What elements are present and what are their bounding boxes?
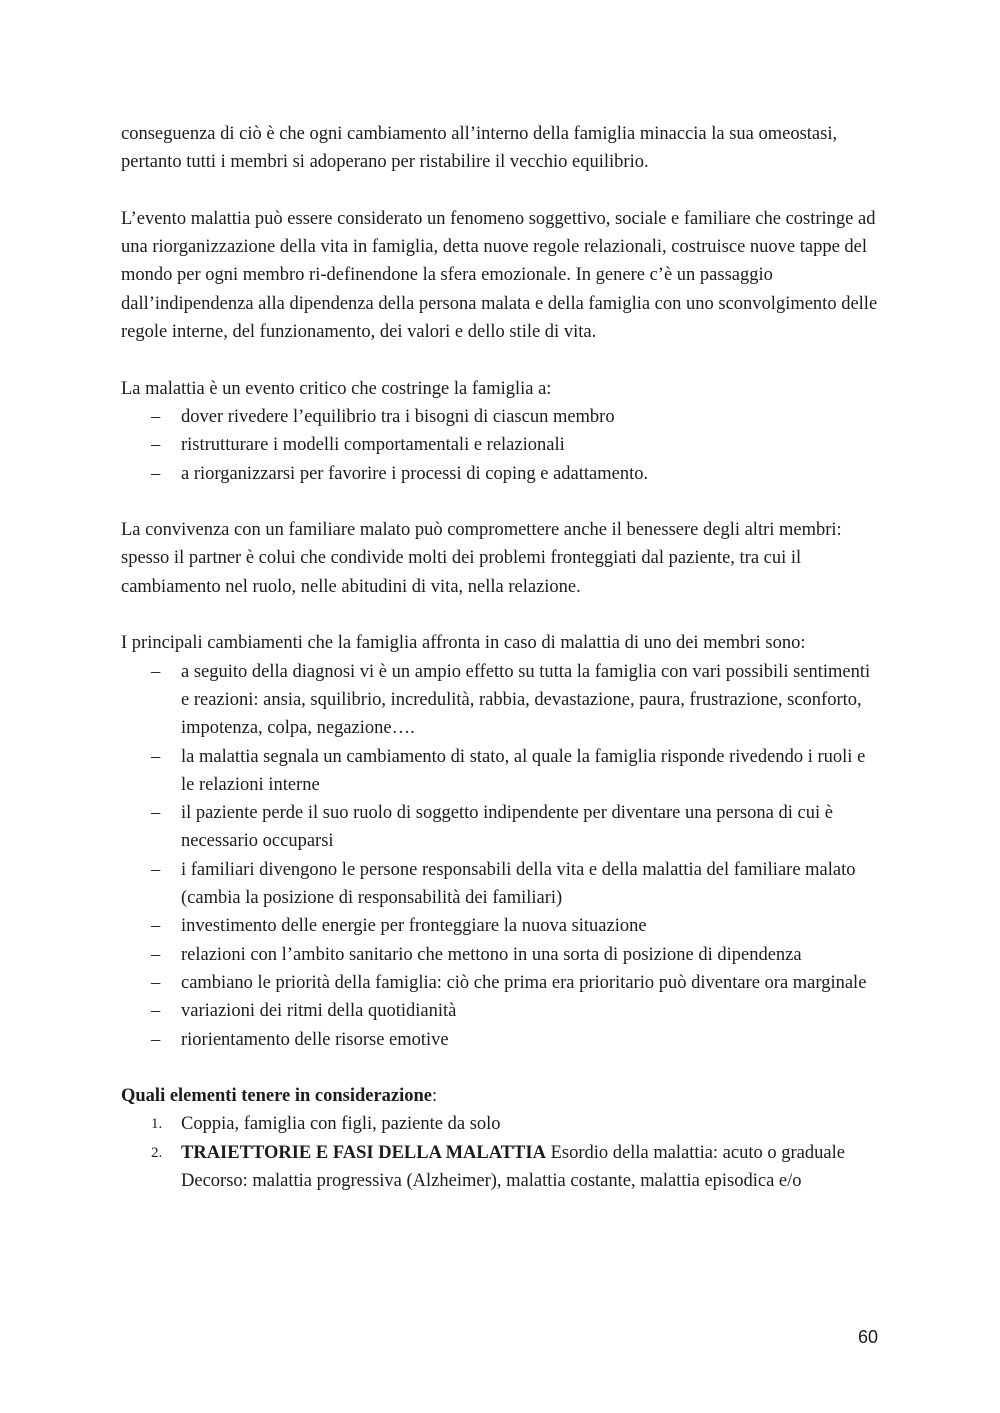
list-item xyxy=(121,941,881,969)
item-number: 2. xyxy=(151,1144,163,1161)
list-item xyxy=(121,799,881,856)
dash-bullet: – xyxy=(151,746,161,767)
list-item-text: ristrutturare i modelli comportamentali e relazionali xyxy=(181,435,565,456)
list-item xyxy=(121,1026,881,1054)
dash-bullet: – xyxy=(151,972,161,993)
elementi-list xyxy=(121,1110,881,1195)
dash-bullet: – xyxy=(151,435,161,456)
list-item xyxy=(121,997,881,1025)
elementi-heading: Quali elementi tenere in considerazione xyxy=(121,1086,433,1107)
dash-bullet: – xyxy=(151,661,161,682)
list-item-text: il paziente perde il suo ruolo di soggetto indipendente per diventare una persona di cui è necessario occuparsi xyxy=(181,803,833,852)
evento-paragraph: L’evento malattia può essere considerato un fenomeno soggettivo, sociale e familiare che costringe ad una riorganizzazione della vita in famiglia, detta nuove regole relazionali, costruisce nuove tappe del mondo per ogni membro ri-definendone la sfera emozionale. In genere c’è un passaggio dall’indipendenza alla dipendenza della persona malata e della famiglia con uno sconvolgimento delle regole interne, del funzionamento, dei valori e dello stile di vita. xyxy=(121,208,878,343)
list-item-text: cambiano le priorità della famiglia: ciò che prima era prioritario può diventare ora marginale xyxy=(181,972,867,993)
list-item-text: dover rivedere l’equilibrio tra i bisogni di ciascun membro xyxy=(181,406,615,427)
elementi-heading-line xyxy=(121,1082,881,1110)
page-number: 60 xyxy=(857,1327,878,1347)
dash-bullet: – xyxy=(151,1001,161,1022)
list-item-text: riorientamento delle risorse emotive xyxy=(181,1029,449,1050)
numbered-item-bold-title: TRAIETTORIE E FASI DELLA MALATTIA xyxy=(181,1142,546,1163)
list-item xyxy=(121,856,881,913)
numbered-item xyxy=(121,1110,881,1138)
dash-bullet: – xyxy=(151,463,161,484)
dash-bullet: – xyxy=(151,916,161,937)
heading-colon: : xyxy=(432,1086,438,1107)
dash-bullet: – xyxy=(151,1029,161,1050)
list-item xyxy=(121,403,881,431)
list-item xyxy=(121,431,881,459)
list-item-text: la malattia segnala un cambiamento di stato, al quale la famiglia risponde rivedendo i ruoli e le relazioni interne xyxy=(181,746,866,795)
list-item xyxy=(121,460,881,488)
dash-bullet: – xyxy=(151,944,161,965)
list-item xyxy=(121,743,881,800)
page-body xyxy=(121,120,881,1195)
dash-bullet: – xyxy=(151,859,161,880)
list-item-text: i familiari divengono le persone responsabili della vita e della malattia del familiare malato (cambia la posizione di responsabilità dei familiari) xyxy=(181,859,856,909)
critico-intro: La malattia è un evento critico che costringe la famiglia a: xyxy=(121,378,552,399)
numbered-item xyxy=(121,1139,881,1196)
list-item-text: relazioni con l’ambito sanitario che mettono in una sorta di posizione di dipendenza xyxy=(181,944,802,965)
dash-bullet: – xyxy=(151,406,161,427)
list-item-text: a seguito della diagnosi vi è un ampio effetto su tutta la famiglia con vari possibili sentimenti e reazioni: ansia, squilibrio, incredulità, rabbia, devastazione, paura, frustrazione, sconforto, impotenza, colpa, negazione…. xyxy=(181,661,871,739)
numbered-item-text: Esordio della malattia: acuto o graduale Decorso: malattia progressiva (Alzheimer), malattia costante, malattia episodica e/o xyxy=(181,1142,845,1191)
list-item-text: investimento delle energie per fronteggiare la nuova situazione xyxy=(181,916,647,937)
intro-paragraph: conseguenza di ciò è che ogni cambiamento all’interno della famiglia minaccia la sua omeostasi, pertanto tutti i membri si adoperano per ristabilire il vecchio equilibrio. xyxy=(121,124,838,173)
dash-bullet: – xyxy=(151,803,161,824)
list-item-text: variazioni dei ritmi della quotidianità xyxy=(181,1001,457,1022)
item-number: 1. xyxy=(151,1116,163,1133)
list-item-text: a riorganizzarsi per favorire i processi di coping e adattamento. xyxy=(181,463,649,484)
numbered-item-text: Coppia, famiglia con figli, paziente da solo xyxy=(181,1114,501,1135)
convivenza-paragraph: La convivenza con un familiare malato può compromettere anche il benessere degli altri membri: spesso il partner è colui che condivide molti dei problemi fronteggiati dal paziente, tra cui il cambiamento nel ruolo, nelle abitudini di vita, nella relazione. xyxy=(121,520,842,597)
list-item xyxy=(121,658,881,743)
cambiamenti-list xyxy=(121,658,881,1054)
cambiamenti-intro: I principali cambiamenti che la famiglia affronta in caso di malattia di uno dei membri sono: xyxy=(121,633,806,654)
list-item xyxy=(121,912,881,940)
list-item xyxy=(121,969,881,997)
critico-list xyxy=(121,403,881,488)
